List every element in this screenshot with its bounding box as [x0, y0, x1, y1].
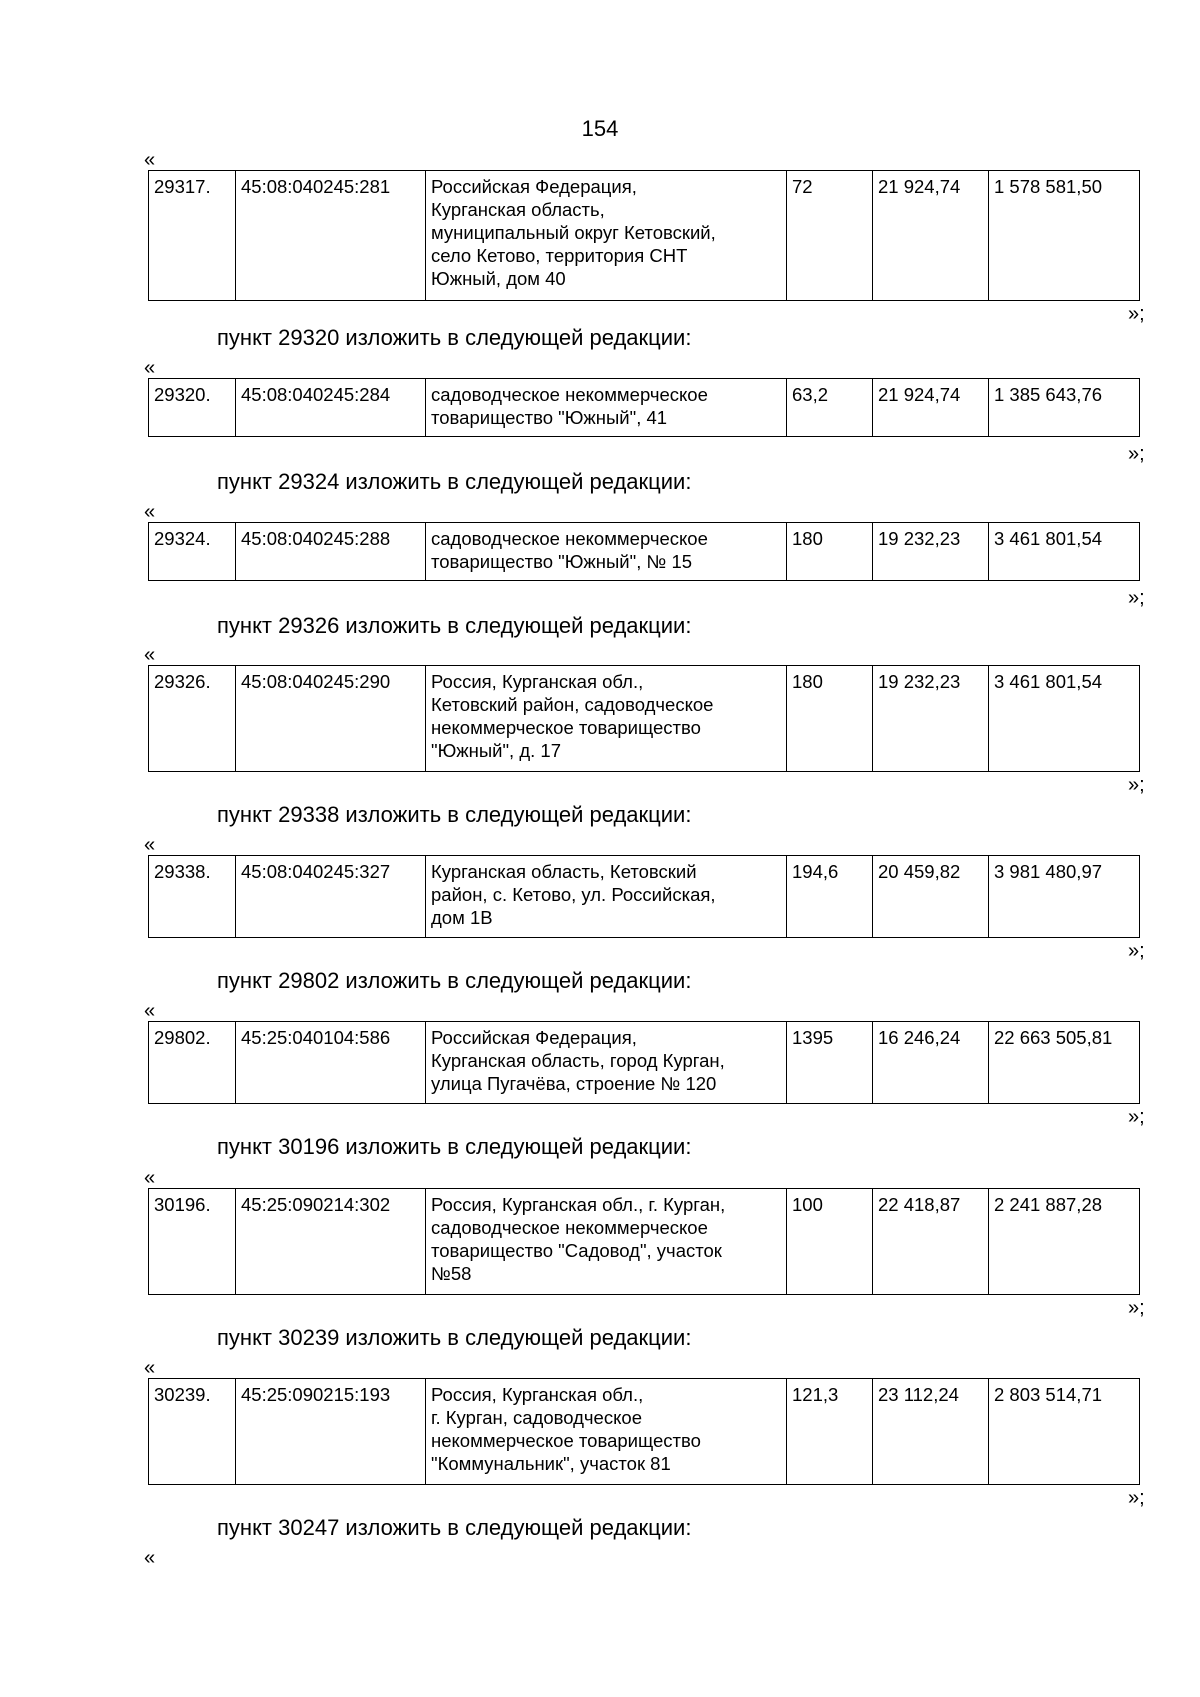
opening-quote: « [144, 149, 156, 171]
cadastral-number-cell: 45:08:040245:327 [236, 856, 426, 938]
address-cell: Россия, Курганская обл., Кетовский район, садоводческое некоммерческое товарищество "Южный", д. 17 [426, 666, 787, 772]
area-cell: 194,6 [787, 856, 873, 938]
value-cell: 3 981 480,97 [989, 856, 1140, 938]
rate-cell: 19 232,23 [873, 666, 989, 772]
opening-quote: « [144, 501, 156, 523]
closing-quote: »; [1128, 940, 1145, 962]
value-cell: 2 803 514,71 [989, 1379, 1140, 1485]
closing-quote: »; [1128, 774, 1145, 796]
amendment-instruction: пункт 30196 изложить в следующей редакции: [217, 1134, 692, 1159]
table-row [149, 1379, 1140, 1485]
row-number-cell: 29326. [149, 666, 236, 772]
rate-cell: 16 246,24 [873, 1022, 989, 1104]
page-number: 154 [581, 116, 619, 141]
value-cell: 3 461 801,54 [989, 666, 1140, 772]
record-table [148, 1021, 1140, 1104]
amendment-instruction: пункт 30239 изложить в следующей редакции: [217, 1325, 692, 1350]
address-cell: Российская Федерация, Курганская область, муниципальный округ Кетовский, село Кетово, территория СНТ Южный, дом 40 [426, 171, 787, 301]
rate-cell: 23 112,24 [873, 1379, 989, 1485]
opening-quote: « [144, 1547, 156, 1569]
cadastral-number-cell: 45:25:090214:302 [236, 1189, 426, 1295]
row-number-cell: 29802. [149, 1022, 236, 1104]
amendment-instruction: пункт 30247 изложить в следующей редакции: [217, 1515, 692, 1540]
area-cell: 121,3 [787, 1379, 873, 1485]
area-cell: 72 [787, 171, 873, 301]
value-cell: 3 461 801,54 [989, 523, 1140, 581]
value-cell: 1 578 581,50 [989, 171, 1140, 301]
table-row [149, 379, 1140, 437]
record-table [148, 522, 1140, 581]
rate-cell: 20 459,82 [873, 856, 989, 938]
address-cell: Курганская область, Кетовский район, с. Кетово, ул. Российская, дом 1В [426, 856, 787, 938]
cadastral-number-cell: 45:25:090215:193 [236, 1379, 426, 1485]
rate-cell: 22 418,87 [873, 1189, 989, 1295]
record-table [148, 170, 1140, 301]
cadastral-number-cell: 45:08:040245:284 [236, 379, 426, 437]
opening-quote: « [144, 1167, 156, 1189]
amendment-instruction: пункт 29320 изложить в следующей редакции: [217, 325, 692, 350]
area-cell: 100 [787, 1189, 873, 1295]
row-number-cell: 29338. [149, 856, 236, 938]
record-table [148, 665, 1140, 772]
opening-quote: « [144, 644, 156, 666]
closing-quote: »; [1128, 1106, 1145, 1128]
address-cell: садоводческое некоммерческое товарищество "Южный", № 15 [426, 523, 787, 581]
area-cell: 63,2 [787, 379, 873, 437]
opening-quote: « [144, 1000, 156, 1022]
table-row [149, 856, 1140, 938]
cadastral-number-cell: 45:25:040104:586 [236, 1022, 426, 1104]
value-cell: 1 385 643,76 [989, 379, 1140, 437]
address-cell: Россия, Курганская обл., г. Курган, садоводческое некоммерческое товарищество "Коммунальник", участок 81 [426, 1379, 787, 1485]
cadastral-number-cell: 45:08:040245:281 [236, 171, 426, 301]
value-cell: 2 241 887,28 [989, 1189, 1140, 1295]
record-table [148, 378, 1140, 437]
row-number-cell: 29317. [149, 171, 236, 301]
area-cell: 1395 [787, 1022, 873, 1104]
closing-quote: »; [1128, 587, 1145, 609]
record-table [148, 1378, 1140, 1485]
record-table [148, 1188, 1140, 1295]
address-cell: Российская Федерация, Курганская область, город Курган, улица Пугачёва, строение № 120 [426, 1022, 787, 1104]
row-number-cell: 30196. [149, 1189, 236, 1295]
amendment-instruction: пункт 29802 изложить в следующей редакции: [217, 968, 692, 993]
rate-cell: 21 924,74 [873, 171, 989, 301]
table-row [149, 1189, 1140, 1295]
table-row [149, 1022, 1140, 1104]
amendment-instruction: пункт 29324 изложить в следующей редакции: [217, 469, 692, 494]
address-cell: садоводческое некоммерческое товарищество "Южный", 41 [426, 379, 787, 437]
row-number-cell: 30239. [149, 1379, 236, 1485]
cadastral-number-cell: 45:08:040245:288 [236, 523, 426, 581]
opening-quote: « [144, 1357, 156, 1379]
address-cell: Россия, Курганская обл., г. Курган, садоводческое некоммерческое товарищество "Садовод", участок №58 [426, 1189, 787, 1295]
table-row [149, 523, 1140, 581]
opening-quote: « [144, 834, 156, 856]
rate-cell: 21 924,74 [873, 379, 989, 437]
closing-quote: »; [1128, 443, 1145, 465]
area-cell: 180 [787, 523, 873, 581]
opening-quote: « [144, 357, 156, 379]
row-number-cell: 29320. [149, 379, 236, 437]
rate-cell: 19 232,23 [873, 523, 989, 581]
amendment-instruction: пункт 29338 изложить в следующей редакции: [217, 802, 692, 827]
cadastral-number-cell: 45:08:040245:290 [236, 666, 426, 772]
closing-quote: »; [1128, 1487, 1145, 1509]
table-row [149, 171, 1140, 301]
value-cell: 22 663 505,81 [989, 1022, 1140, 1104]
table-row [149, 666, 1140, 772]
closing-quote: »; [1128, 1297, 1145, 1319]
amendment-instruction: пункт 29326 изложить в следующей редакции: [217, 613, 692, 638]
record-table [148, 855, 1140, 938]
closing-quote: »; [1128, 303, 1145, 325]
area-cell: 180 [787, 666, 873, 772]
row-number-cell: 29324. [149, 523, 236, 581]
